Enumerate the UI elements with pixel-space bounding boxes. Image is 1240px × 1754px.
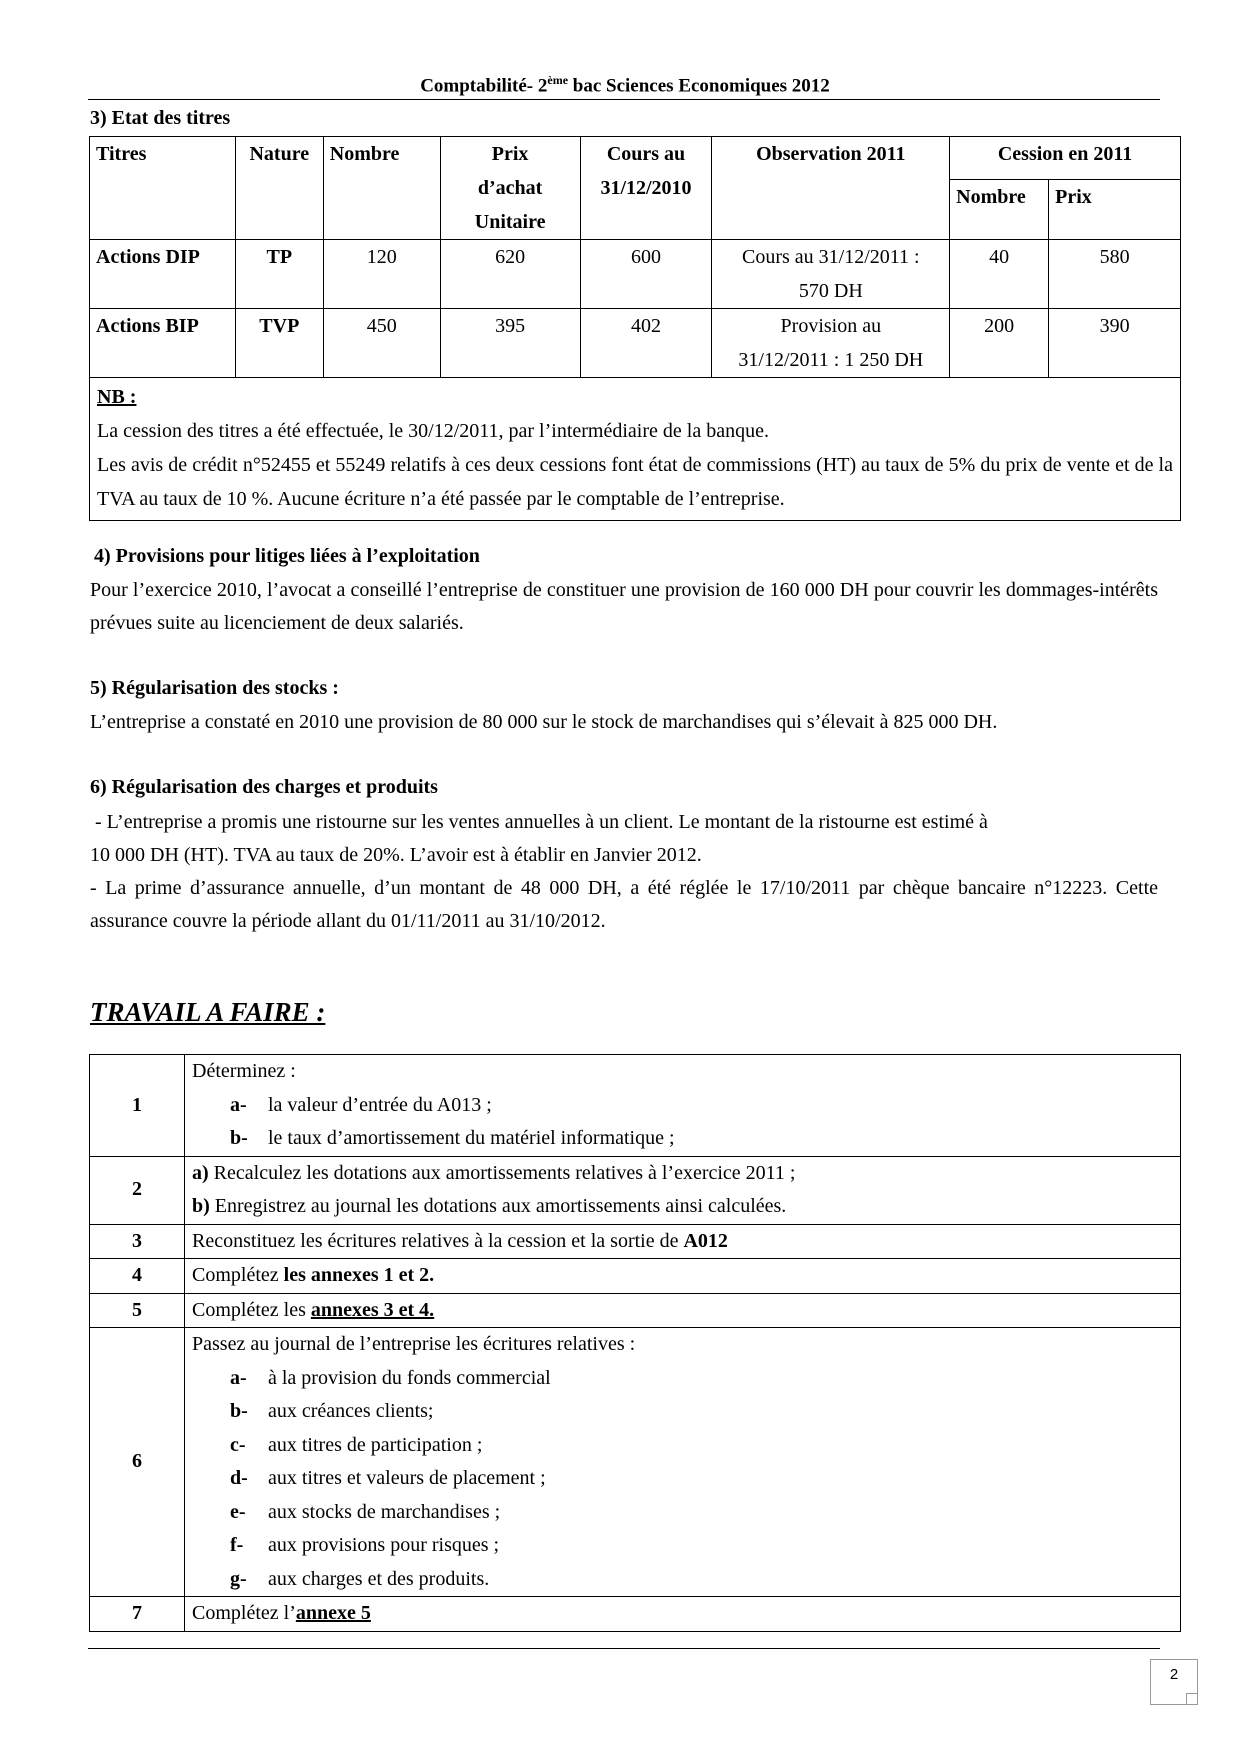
nb-line: Les avis de crédit n°52455 et 55249 relatifs à ces deux cessions font état de commissions (HT) au taux de 5% du prix de vente et de la TVA au taux de 10 %. Aucune écriture n’a été passée par le comptable de l’entreprise. bbox=[97, 454, 1173, 510]
task-line bbox=[192, 1157, 1173, 1191]
col-prix-line: Unitaire bbox=[474, 211, 546, 233]
task-bold: A012 bbox=[683, 1229, 728, 1252]
header-text: Comptabilité- 2 bbox=[420, 75, 548, 97]
travail-title: TRAVAIL A FAIRE : bbox=[90, 997, 326, 1027]
task-line bbox=[192, 1190, 1173, 1224]
task-text: Recalculez les dotations aux amortissements relatives à l’exercice 2011 ; bbox=[208, 1161, 796, 1184]
subitem-text: aux provisions pour risques ; bbox=[268, 1534, 500, 1556]
task-number: 1 bbox=[90, 1055, 185, 1157]
section-4-title: 4) Provisions pour litiges liées à l’exploitation bbox=[94, 545, 480, 567]
subitem-text: la valeur d’entrée du A013 ; bbox=[268, 1093, 492, 1116]
section-6-line: - La prime d’assurance annuelle, d’un montant de 48 000 DH, a été réglée le 17/10/2011 par chèque bancaire n°12223. Cette assurance couvre la période allant du 01/11/2011 au 31/10/2012. bbox=[90, 877, 1158, 932]
cell-observation bbox=[712, 240, 950, 309]
col-cession-nombre: Nombre bbox=[950, 180, 1049, 240]
task-label: a) bbox=[192, 1161, 209, 1184]
task-number: 7 bbox=[90, 1597, 185, 1632]
task-row bbox=[90, 1328, 1181, 1597]
subitem-letter: b- bbox=[230, 1400, 248, 1422]
cell-nature: TP bbox=[235, 240, 323, 309]
cell-cours: 600 bbox=[580, 240, 712, 309]
nb-cell bbox=[90, 378, 1181, 521]
task-subitem bbox=[192, 1395, 1173, 1429]
task-bold: les annexes 1 et 2. bbox=[283, 1264, 435, 1286]
task-content bbox=[185, 1597, 1181, 1632]
task-bold: annexes 3 et 4. bbox=[310, 1298, 435, 1321]
subitem-letter: f- bbox=[230, 1534, 244, 1556]
task-content bbox=[185, 1156, 1181, 1224]
task-number: 4 bbox=[90, 1259, 185, 1294]
page-header bbox=[90, 73, 1160, 97]
cell-cession-nombre: 200 bbox=[950, 309, 1049, 378]
task-row bbox=[90, 1259, 1181, 1294]
cell-observation bbox=[712, 309, 950, 378]
task-row bbox=[90, 1156, 1181, 1224]
header-superscript: ème bbox=[547, 73, 569, 87]
cell-cession-nombre: 40 bbox=[950, 240, 1049, 309]
task-subitem bbox=[192, 1362, 1173, 1396]
observation-line: Cours au 31/12/2011 : bbox=[742, 246, 920, 268]
col-titres: Titres bbox=[90, 137, 236, 240]
task-row bbox=[90, 1224, 1181, 1259]
header-rule bbox=[88, 99, 1160, 100]
task-subitem bbox=[192, 1122, 1173, 1156]
nb-row bbox=[90, 378, 1181, 521]
subitem-letter: g- bbox=[230, 1567, 247, 1590]
subitem-letter: c- bbox=[230, 1433, 246, 1456]
observation-line: Provision au bbox=[780, 315, 882, 337]
section-5-text: L’entreprise a constaté en 2010 une provision de 80 000 sur le stock de marchandises qui s’élevait à 825 000 DH. bbox=[90, 711, 998, 733]
subitem-letter: b- bbox=[230, 1127, 248, 1149]
subitem-text: aux titres de participation ; bbox=[268, 1433, 483, 1456]
task-text: Complétez les bbox=[192, 1298, 311, 1321]
col-cours-line: 31/12/2010 bbox=[600, 177, 692, 199]
col-prix-line: Prix bbox=[491, 143, 529, 165]
task-content bbox=[185, 1293, 1181, 1328]
subitem-letter: e- bbox=[230, 1500, 246, 1523]
section-6-text bbox=[90, 806, 1158, 938]
subitem-text: le taux d’amortissement du matériel informatique ; bbox=[268, 1127, 675, 1149]
observation-line: 570 DH bbox=[798, 280, 863, 302]
task-text: Reconstituez les écritures relatives à la cession et la sortie de bbox=[192, 1229, 684, 1252]
nb-line: La cession des titres a été effectuée, le 30/12/2011, par l’intermédiaire de la banque. bbox=[97, 420, 769, 442]
col-cession: Cession en 2011 bbox=[950, 137, 1181, 180]
cell-cession-prix: 580 bbox=[1049, 240, 1181, 309]
task-number: 2 bbox=[90, 1156, 185, 1224]
section-4-text: Pour l’exercice 2010, l’avocat a conseillé l’entreprise de constituer une provision de 160 000 DH pour couvrir les dommages-intérêts prévues suite au licenciement de deux salariés. bbox=[90, 579, 1158, 634]
cell-cession-prix: 390 bbox=[1049, 309, 1181, 378]
header-text-suffix: bac Sciences Economiques 2012 bbox=[568, 75, 830, 97]
subitem-text: aux titres et valeurs de placement ; bbox=[268, 1467, 546, 1489]
task-number: 6 bbox=[90, 1328, 185, 1597]
tasks-table bbox=[89, 1054, 1181, 1632]
col-cession-prix: Prix bbox=[1049, 180, 1181, 240]
col-prix bbox=[440, 137, 580, 240]
titres-table bbox=[89, 136, 1181, 521]
cell-prix: 395 bbox=[440, 309, 580, 378]
col-nature: Nature bbox=[235, 137, 323, 240]
cell-titre: Actions BIP bbox=[90, 309, 236, 378]
cell-titre: Actions DIP bbox=[90, 240, 236, 309]
task-row bbox=[90, 1597, 1181, 1632]
table-row bbox=[90, 309, 1181, 378]
task-row bbox=[90, 1055, 1181, 1157]
task-subitem bbox=[192, 1429, 1173, 1463]
subitem-text: à la provision du fonds commercial bbox=[268, 1366, 551, 1389]
subitem-text: aux créances clients; bbox=[268, 1400, 434, 1422]
task-subitem bbox=[192, 1563, 1173, 1597]
task-number: 3 bbox=[90, 1224, 185, 1259]
task-bold: annexe 5 bbox=[295, 1602, 371, 1624]
section-6-line: - L’entreprise a promis une ristourne sur les ventes annuelles à un client. Le montant de la ristourne est estimé à bbox=[90, 811, 988, 833]
task-intro: Déterminez : bbox=[192, 1060, 296, 1082]
section-6-title: 6) Régularisation des charges et produits bbox=[90, 776, 438, 798]
cell-nombre: 120 bbox=[323, 240, 440, 309]
footer-rule bbox=[88, 1648, 1160, 1649]
section-3-title: 3) Etat des titres bbox=[90, 107, 231, 129]
page-number: 2 bbox=[1150, 1659, 1198, 1705]
subitem-letter: a- bbox=[230, 1093, 247, 1116]
cell-cours: 402 bbox=[580, 309, 712, 378]
task-subitem bbox=[192, 1529, 1173, 1563]
task-content bbox=[185, 1055, 1181, 1157]
subitem-letter: d- bbox=[230, 1467, 248, 1489]
cell-nature: TVP bbox=[235, 309, 323, 378]
col-observation: Observation 2011 bbox=[712, 137, 950, 240]
table-row bbox=[90, 240, 1181, 309]
task-subitem bbox=[192, 1496, 1173, 1530]
task-row bbox=[90, 1293, 1181, 1328]
task-content bbox=[185, 1224, 1181, 1259]
subitem-text: aux charges et des produits. bbox=[268, 1567, 490, 1590]
observation-line: 31/12/2011 : 1 250 DH bbox=[738, 349, 924, 371]
task-text: Complétez bbox=[192, 1264, 284, 1286]
cell-prix: 620 bbox=[440, 240, 580, 309]
table-header-row bbox=[90, 137, 1181, 180]
subitem-text: aux stocks de marchandises ; bbox=[268, 1500, 501, 1523]
col-cours-line: Cours au bbox=[606, 143, 686, 165]
task-subitem bbox=[192, 1462, 1173, 1496]
task-number: 5 bbox=[90, 1293, 185, 1328]
task-label: b) bbox=[192, 1195, 210, 1217]
task-content bbox=[185, 1328, 1181, 1597]
task-text: Enregistrez au journal les dotations aux amortissements ainsi calculées. bbox=[209, 1195, 787, 1217]
col-nombre: Nombre bbox=[323, 137, 440, 240]
task-intro: Passez au journal de l’entreprise les écritures relatives : bbox=[192, 1333, 636, 1355]
cell-nombre: 450 bbox=[323, 309, 440, 378]
section-6-line: 10 000 DH (HT). TVA au taux de 20%. L’avoir est à établir en Janvier 2012. bbox=[90, 844, 702, 866]
subitem-letter: a- bbox=[230, 1366, 247, 1389]
page-corner-fold bbox=[1186, 1693, 1197, 1704]
col-prix-line: d’achat bbox=[477, 177, 543, 199]
task-subitem bbox=[192, 1089, 1173, 1123]
col-cours bbox=[580, 137, 712, 240]
task-text: Complétez l’ bbox=[192, 1602, 296, 1624]
nb-title: NB : bbox=[97, 386, 137, 408]
task-content bbox=[185, 1259, 1181, 1294]
section-5-title: 5) Régularisation des stocks : bbox=[90, 677, 339, 699]
